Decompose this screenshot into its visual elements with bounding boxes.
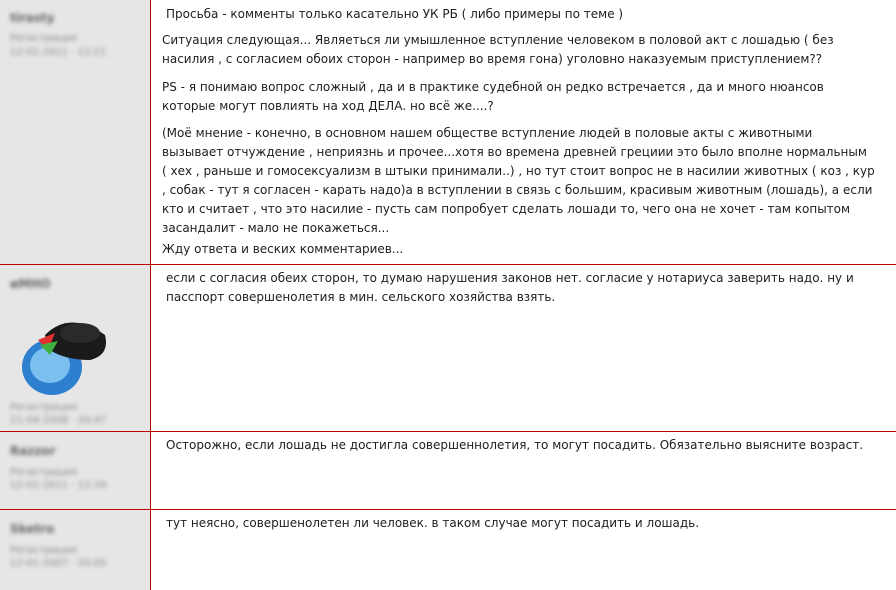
post-body [151,432,896,509]
post-body [151,265,896,431]
post-meta-label: Регистрация [10,545,78,556]
post-meta-date: 21-04-2008 · 20:47 [10,415,107,426]
post-paragraph: Жду ответа и веских комментариев... [162,242,404,256]
forum-post-1 [0,0,896,264]
post-paragraph: если с согласия обеих сторон, то думаю нарушения законов нет. согласие у нотариуса заверить надо. ну и пасспорт совершенолетия в мин. сельского хозяйства взять. [166,271,854,304]
post-author[interactable]: Sketro [10,522,55,536]
post-paragraph: PS - я понимаю вопрос сложный , да и в практике судебной он редко встречается , да и много нюансов которые могут повлиять на ход ДЕЛА. но всё же....? [162,80,824,113]
post-sidebar [0,265,151,431]
forum-post-3 [0,432,896,509]
post-body [151,510,896,590]
post-meta-label: Регистрация [10,467,78,478]
post-body [151,0,896,264]
forum-post-4 [0,510,896,590]
post-sidebar [0,0,151,264]
post-meta-date: 12-01-2007 · 20:05 [10,558,107,569]
post-sidebar [0,432,151,509]
post-meta-date: 12-01-2011 · 12:21 [10,47,107,58]
post-paragraph: (Моё мнение - конечно, в основном нашем обществе вступление людей в половые акты с животными вызывает отчуждение , неприязнь и прочее...хотя во времена древней грециии это было вполне нормальным ( хех , раньше и гомосексуализм в штыки принимали..) , но тут стоит вопрос не в насилии животных ( коз , кур , собак - тут я согласен - карать надо)а в вступлении в связь с большим, красивым животным (лошадь), а если кто и считает , что это насилие - пусть сам попробует сделать лошади то, чего она не хочет - там копытом засандалит - мало не покажеться... [162,126,875,235]
post-author[interactable]: Razzor [10,444,56,458]
post-meta-label: Регистрация [10,402,78,413]
post-meta-date: 12-01-2011 · 12:34 [10,480,107,491]
post-paragraph: Просьба - комменты только касательно УК РБ ( либо примеры по теме ) [166,7,624,21]
avatar[interactable] [10,305,130,395]
post-author[interactable]: иМНО [10,277,51,291]
post-paragraph: Осторожно, если лошадь не достигла совершеннолетия, то могут посадить. Обязательно выясните возраст. [166,438,864,452]
post-sidebar [0,510,151,590]
post-paragraph: тут неясно, совершенолетен ли человек. в таком случае могут посадить и лошадь. [166,516,700,530]
forum-post-2 [0,265,896,431]
post-author[interactable]: tirasty [10,11,55,25]
post-paragraph: Ситуация следующая... Являеться ли умышленное вступление человеком в половой акт с лошадью ( без насилия , с согласием обоих сторон - например во время гона) уголовно наказуемым приступлением?? [162,33,834,66]
post-meta-label: Регистрация [10,33,78,44]
